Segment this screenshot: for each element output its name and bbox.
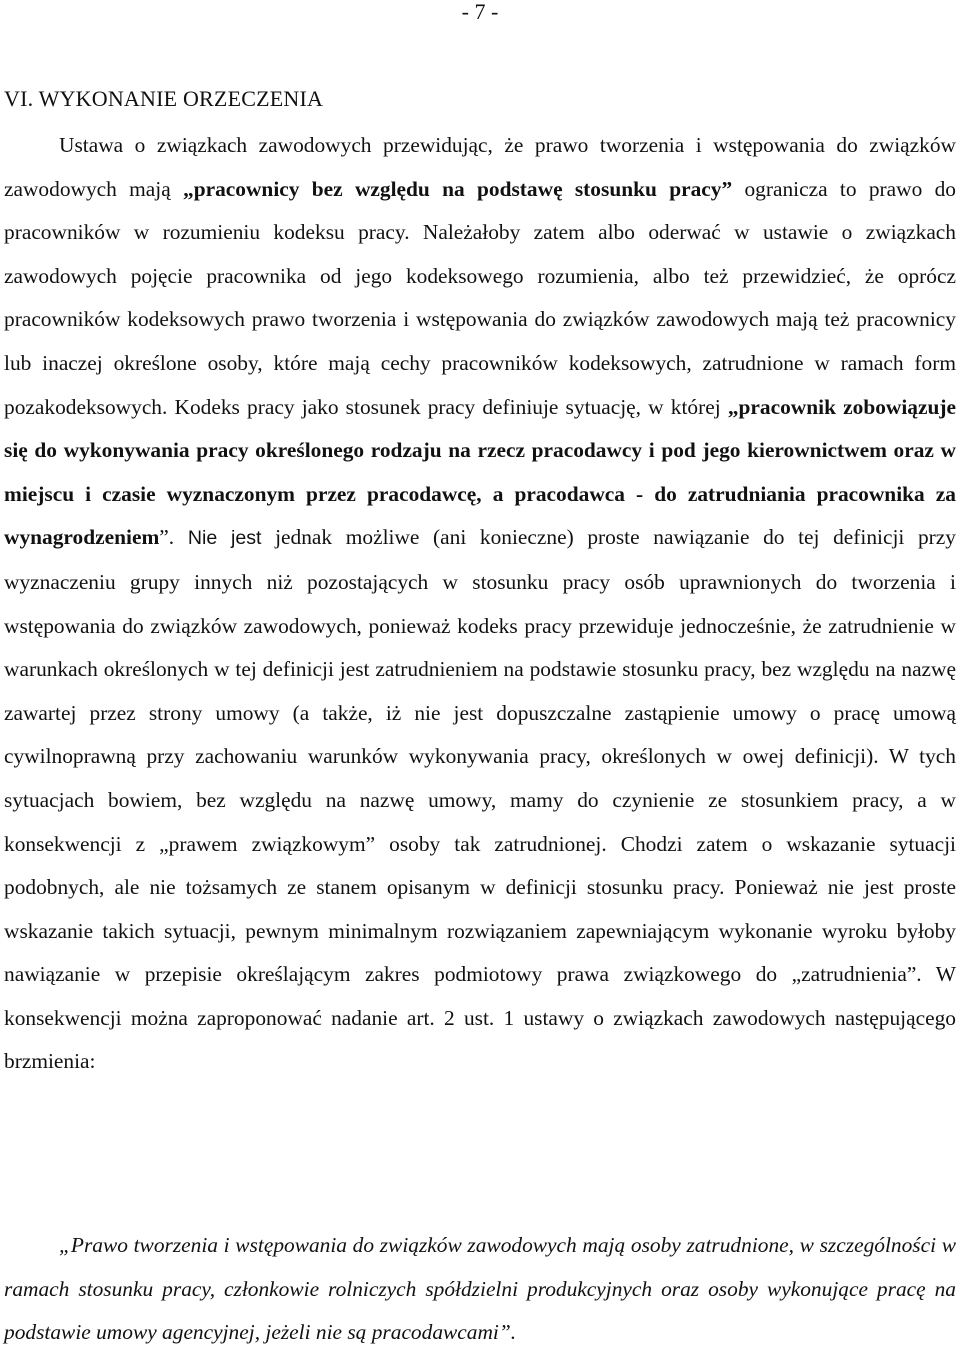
paragraph-text: Kodeks pracy jako stosunek pracy definiuje sytuację, w której xyxy=(167,394,728,419)
emphasized-quote-workers: „pracownicy bez względu na podstawę stosunku pracy” xyxy=(183,176,733,201)
proposed-provision-quote: „Prawo tworzenia i wstępowania do związków zawodowych mają osoby zatrudnione, w szczególności w ramach stosunku pracy, członkowie rolniczych spółdzielni produkcyjnych oraz osoby wykonujące pracę na podstawie umowy agencyjnej, jeżeli nie są pracodawcami”. xyxy=(4,1233,956,1345)
main-paragraph xyxy=(4,124,956,1084)
paragraph-text: ”. xyxy=(159,525,175,550)
section-heading: VI. WYKONANIE ORZECZENIA xyxy=(4,86,324,111)
paragraph-text: Nie jest xyxy=(174,527,262,550)
paragraph-text: Ustawa o związkach zawodowych przewidując, że prawo tworzenia i wstępowania do związków zawodowych mają xyxy=(4,133,956,201)
paragraph-text: ogranicza to prawo do pracowników w rozumieniu kodeksu pracy. Należałoby zatem albo oderwać w ustawie o związkach zawodowych pojęcie pracownika od jego kodeksowego rozumienia, albo też przewidzieć, że oprócz pracowników kodeksowych prawo tworzenia i wstępowania do związków zawodowych mają też pracownicy lub inaczej określone osoby, które mają cechy pracowników kodeksowych, zatrudnione w ramach form pozakodeksowych. xyxy=(4,176,956,419)
page-number: - 7 - xyxy=(461,0,499,24)
paragraph-text: jednak możliwe (ani konieczne) proste nawiązanie do tej definicji przy wyznaczeniu grupy innych niż pozostających w stosunku pracy osób uprawnionych do tworzenia i wstępowania do związków zawodowych, ponieważ kodeks pracy przewiduje jednocześnie, że zatrudnienie w warunkach określonych w tej definicji jest zatrudnieniem na podstawie stosunku pracy, bez względu na nazwę zawartej przez strony umowy (a także, iż nie jest dopuszczalne zastąpienie umowy o pracę umową cywilnoprawną przy zachowaniu warunków wykonywania pracy, określonych w owej definicji). W tych sytuacjach bowiem, bez względu na nazwę umowy, mamy do czynienie ze stosunkiem pracy, a w konsekwencji z „prawem związkowym” osoby tak zatrudnionej. Chodzi zatem o wskazanie sytuacji podobnych, ale nie tożsamych ze stanem opisanym w definicji stosunku pracy. Ponieważ nie jest proste wskazanie takich sytuacji, pewnym minimalnym rozwiązaniem zapewniającym wykonanie wyroku byłoby nawiązanie w przepisie określającym zakres podmiotowy prawa związkowego do „zatrudnienia”. W konsekwencji można zaproponować nadanie art. 2 ust. 1 ustawy o związkach zawodowych następującego brzmienia: xyxy=(4,525,956,1074)
emphasized-quote-definition: „pracownik zobowiązuje się do wykonywania pracy określonego rodzaju na rzecz pracodawcy i pod jego kierownictwem oraz w miejscu i czasie wyznaczonym przez pracodawcę, a pracodawca - do zatrudniania pracownika za wynagrodzeniem xyxy=(4,394,957,550)
